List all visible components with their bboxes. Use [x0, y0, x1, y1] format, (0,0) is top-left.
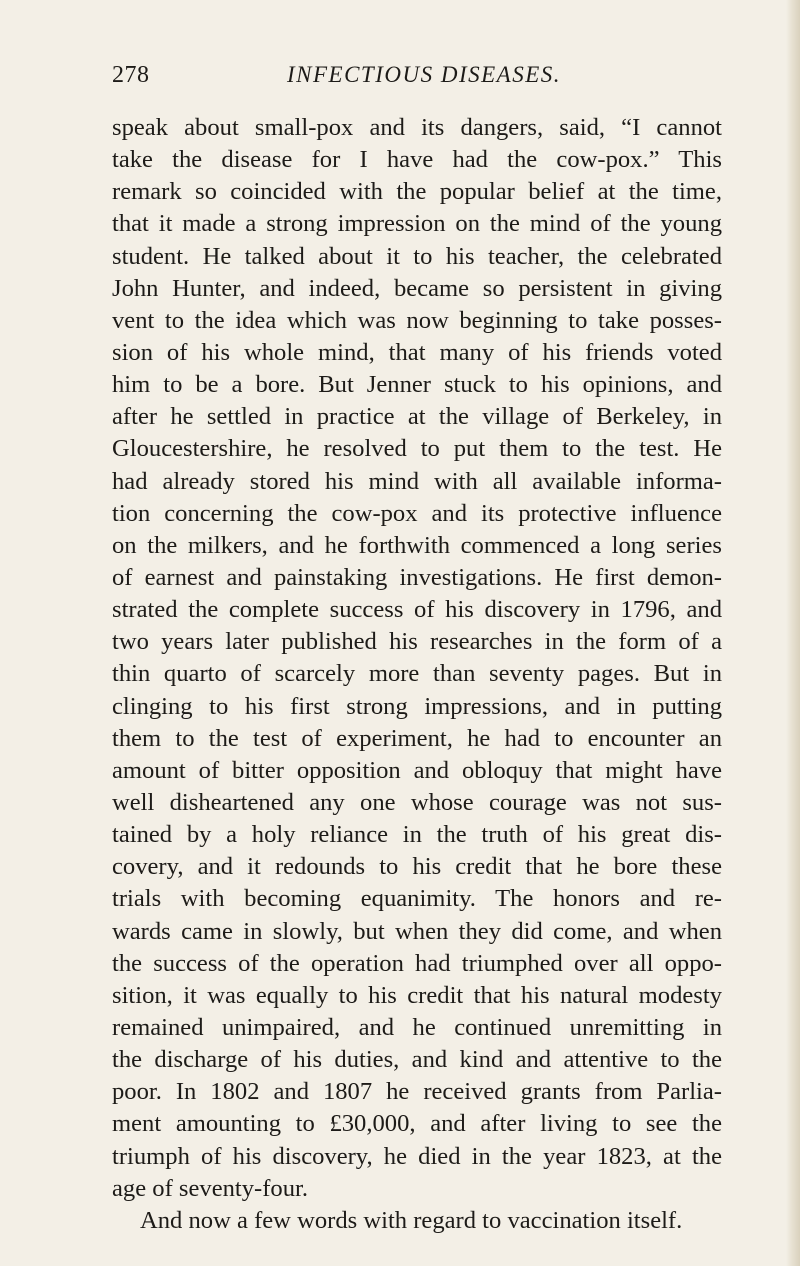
- text-line: two years later published his researches in the form of a: [112, 628, 722, 656]
- body-text: [112, 112, 722, 1237]
- text-line: of earnest and painstaking investigations. He first demon-: [112, 563, 722, 591]
- text-line: strated the complete success of his discovery in 1796, and: [112, 596, 722, 624]
- text-line: speak about small-pox and its dangers, said, “I cannot: [112, 114, 722, 141]
- text-line: amount of bitter opposition and obloquy that might have: [112, 756, 722, 784]
- text-line: tion concerning the cow-pox and its protective influence: [112, 499, 722, 527]
- text-line: vent to the idea which was now beginning to take posses-: [112, 306, 722, 334]
- text-line: tained by a holy reliance in the truth of his great dis-: [112, 821, 722, 849]
- text-line: well disheartened any one whose courage was not sus-: [112, 788, 722, 816]
- text-line: covery, and it redounds to his credit that he bore these: [112, 853, 722, 881]
- text-line: student. He talked about it to his teacher, the celebrated: [112, 242, 722, 270]
- text-line: wards came in slowly, but when they did come, and when: [112, 917, 722, 945]
- text-line: remained unimpaired, and he continued unremitting in: [112, 1013, 722, 1041]
- text-line: thin quarto of scarcely more than seventy pages. But in: [112, 660, 722, 688]
- text-line: sion of his whole mind, that many of his friends voted: [112, 338, 722, 366]
- text-line: that it made a strong impression on the mind of the young: [112, 210, 722, 238]
- page-edge-shadow: [786, 0, 800, 1266]
- text-line: had already stored his mind with all available informa-: [112, 467, 722, 495]
- text-line: ment amounting to £30,000, and after living to see the: [112, 1110, 722, 1138]
- text-line: on the milkers, and he forthwith commenced a long series: [112, 531, 722, 559]
- text-line-new-paragraph: And now a few words with regard to vaccination itself.: [140, 1206, 683, 1234]
- text-line: take the disease for I have had the cow-pox.” This: [112, 146, 722, 174]
- page-header: [112, 62, 722, 94]
- text-line: triumph of his discovery, he died in the year 1823, at the: [112, 1142, 722, 1170]
- text-line: the discharge of his duties, and kind and attentive to the: [112, 1046, 722, 1074]
- text-line: poor. In 1802 and 1807 he received grants from Parlia-: [112, 1078, 722, 1106]
- text-line-paragraph-end: age of seventy-four.: [112, 1174, 308, 1202]
- running-title: INFECTIOUS DISEASES.: [286, 62, 562, 87]
- text-line: John Hunter, and indeed, became so persistent in giving: [112, 274, 722, 302]
- page-number: 278: [112, 62, 150, 88]
- text-line: trials with becoming equanimity. The honors and re-: [112, 885, 722, 913]
- text-line: the success of the operation had triumphed over all oppo-: [112, 949, 722, 977]
- text-line: clinging to his first strong impressions, and in putting: [112, 692, 722, 720]
- text-line: after he settled in practice at the village of Berkeley, in: [112, 403, 722, 431]
- text-line: remark so coincided with the popular belief at the time,: [112, 178, 722, 206]
- text-line: him to be a bore. But Jenner stuck to his opinions, and: [112, 371, 722, 399]
- text-line: Gloucestershire, he resolved to put them to the test. He: [112, 435, 722, 463]
- text-line: them to the test of experiment, he had to encounter an: [112, 724, 722, 752]
- text-line: sition, it was equally to his credit that his natural modesty: [112, 981, 722, 1009]
